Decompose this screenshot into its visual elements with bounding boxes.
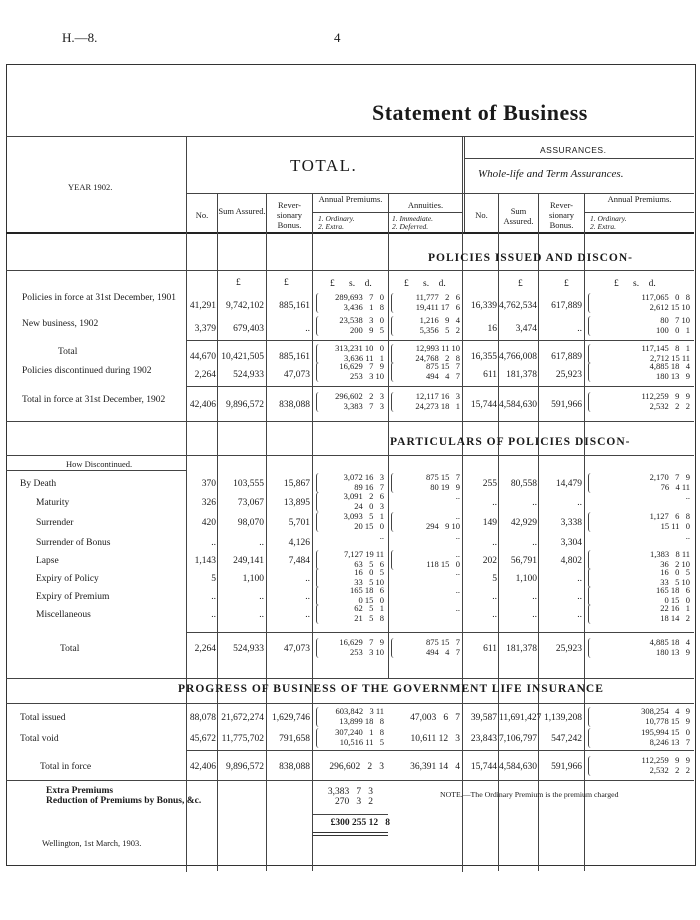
cell-aap2: 8,246 13 7 — [649, 737, 690, 747]
cell-aap1: 117,065 0 8 — [641, 292, 690, 302]
how-discontinued-label: How Discontinued. — [66, 459, 133, 469]
cell-aap1: 195,994 15 0 — [641, 727, 690, 737]
row-label: By Death — [20, 479, 57, 489]
cell-ap2: 253 3 10 — [350, 647, 384, 657]
cell-asum: 4,584,630 — [499, 762, 537, 772]
acol-ap-sub2: 2. Extra. — [590, 222, 617, 231]
cell-asum: 1,100 — [515, 574, 537, 584]
cell-aap1: 1,383 8 11 — [649, 549, 690, 559]
cell-ann2: 19,411 17 6 — [415, 302, 460, 312]
reduction-label: Reduction of Premiums by Bonus, &c. — [46, 796, 202, 806]
cell-sum: .. — [259, 538, 264, 548]
cell-ap2: 63 5 6 — [354, 559, 384, 569]
row-label: Policies in force at 31st December, 1901 — [22, 293, 176, 303]
cell-ap2: 33 5 10 — [354, 577, 384, 587]
cell-asum: 3,474 — [515, 324, 537, 334]
cell-sum: 9,742,102 — [226, 301, 264, 311]
cell-ap1: 296,602 2 3 — [335, 391, 384, 401]
cell-aap2: 2,712 15 11 — [649, 353, 690, 363]
acol-annual-premiums: Annual Premiums. — [607, 194, 672, 204]
cell-ap1: 307,240 1 8 — [335, 727, 384, 737]
extra-label: Extra Premiums — [46, 786, 114, 796]
col-ann-sub1: 1. Immediate. — [392, 214, 434, 223]
cell-ann1: .. — [455, 491, 460, 501]
cell-ap2: 21 5 8 — [354, 613, 384, 623]
cell-ap1: 313,231 10 0 — [335, 343, 384, 353]
cell-ano: 23,843 — [470, 734, 497, 744]
cell-arev: 547,242 — [551, 734, 582, 744]
cell-ann1: 875 15 7 — [426, 472, 460, 482]
row-label: Total — [60, 644, 80, 654]
row-label: Maturity — [36, 498, 70, 508]
row-label: Total void — [20, 734, 59, 744]
cell-ann2: 24,273 18 1 — [415, 401, 460, 411]
cell-ap2: 3,383 7 3 — [343, 401, 384, 411]
cell-rev: 838,088 — [279, 400, 310, 410]
section-particulars: PARTICULARS OF POLICIES DISCON- — [390, 436, 631, 448]
row-label: New business, 1902 — [22, 319, 99, 329]
cell-aap1: 112,259 9 9 — [641, 391, 690, 401]
cell-rev: 13,895 — [283, 498, 310, 508]
row-label: Surrender of Bonus — [36, 538, 111, 548]
cell-sum: 9,896,572 — [226, 762, 264, 772]
cell-arev: .. — [577, 324, 582, 334]
cell-ap2: 3,436 1 8 — [343, 302, 384, 312]
cell-ano: .. — [492, 592, 497, 602]
page-title: Statement of Business — [372, 100, 588, 125]
cell-ap2: 13,899 18 8 — [339, 716, 384, 726]
cell-asum: 56,791 — [510, 556, 537, 566]
cell-rev: 7,484 — [288, 556, 310, 566]
cell-ann: 10,611 12 3 — [410, 734, 460, 744]
cell-ann1: 875 15 7 — [426, 361, 460, 371]
cell-rev: 47,073 — [283, 370, 310, 380]
cell-ann1: .. — [455, 531, 460, 541]
col-sum: Sum Assured. — [218, 206, 266, 216]
cell-ano: .. — [492, 610, 497, 620]
cell-ap1: .. — [379, 531, 384, 541]
cell-aap1: 16 0 5 — [660, 567, 690, 577]
cell-arev: .. — [577, 592, 582, 602]
cell-no: 45,672 — [189, 734, 216, 744]
cell-ap2: 0 15 0 — [358, 595, 384, 605]
cell-ano: 149 — [482, 518, 497, 528]
cell-ano: 16,355 — [470, 352, 497, 362]
cell-arev: 3,338 — [560, 518, 582, 528]
cell-no: 44,670 — [189, 352, 216, 362]
unit-arev: £ — [564, 279, 569, 289]
section-progress: PROGRESS OF BUSINESS OF THE GOVERNMENT LIFE INSURANCE — [178, 683, 604, 695]
cell-sum: 73,067 — [237, 498, 264, 508]
cell-ano: .. — [492, 498, 497, 508]
row-label: Policies discontinued during 1902 — [22, 366, 152, 376]
footer-place-date: Wellington, 1st March, 1903. — [42, 838, 142, 848]
cell-rev: 885,161 — [279, 352, 310, 362]
cell-aap2: 10,778 15 9 — [645, 716, 690, 726]
cell-ano: 611 — [483, 644, 497, 654]
cell-rev: .. — [305, 574, 310, 584]
cell-aap2: 2,612 15 10 — [649, 302, 690, 312]
row-label: Surrender — [36, 518, 74, 528]
cell-sum: 9,896,572 — [226, 400, 264, 410]
unit-sum: £ — [236, 278, 241, 288]
cell-ap1: 3,091 2 6 — [343, 491, 384, 501]
col-rev: Rever-sionary Bonus. — [276, 200, 303, 230]
cell-arev: 591,966 — [551, 400, 582, 410]
cell-aap2: 76 4 11 — [660, 482, 690, 492]
acol-rev: Rever-sionary Bonus. — [548, 200, 575, 230]
cell-no: .. — [211, 592, 216, 602]
cell-rev: 885,161 — [279, 301, 310, 311]
cell-ap2: 24 0 3 — [354, 501, 384, 511]
cell-aap2: 2,532 2 2 — [649, 765, 690, 775]
cell-ap1: 23,538 3 0 — [339, 315, 384, 325]
cell-no: 5 — [211, 574, 216, 584]
year-label: YEAR 1902. — [68, 182, 113, 192]
grand-total: £300 255 12 8 — [330, 818, 390, 828]
row-label: Total — [58, 347, 78, 357]
cell-ano: 202 — [482, 556, 497, 566]
cell-rev: .. — [305, 324, 310, 334]
cell-aap2: 2,532 2 2 — [649, 401, 690, 411]
col-annuities: Annuities. — [407, 200, 444, 210]
cell-ano: 255 — [482, 479, 497, 489]
cell-no: 1,143 — [194, 556, 216, 566]
cell-aap2: 36 2 10 — [660, 559, 690, 569]
cell-aap2: 180 13 9 — [656, 371, 690, 381]
cell-asum: 7,106,797 — [499, 734, 537, 744]
cell-arev: .. — [577, 610, 582, 620]
cell-arev: 591,966 — [551, 762, 582, 772]
cell-ap1: 16 0 5 — [354, 567, 384, 577]
cell-ap: 296,602 2 3 — [329, 762, 384, 772]
cell-ap2: 89 16 7 — [354, 482, 384, 492]
assurances-heading: ASSURANCES. — [540, 145, 607, 155]
cell-arev: .. — [577, 498, 582, 508]
cell-no: 42,406 — [189, 762, 216, 772]
cell-rev: .. — [305, 592, 310, 602]
cell-no: .. — [211, 610, 216, 620]
cell-sum: .. — [259, 592, 264, 602]
cell-aap1: 112,259 9 9 — [641, 755, 690, 765]
cell-arev: 617,889 — [551, 352, 582, 362]
cell-sum: 21,672,274 — [221, 713, 264, 723]
cell-ann1: 12,993 11 10 — [415, 343, 460, 353]
cell-sum: 11,775,702 — [221, 734, 264, 744]
cell-aap1: 308,254 4 9 — [641, 706, 690, 716]
cell-asum: .. — [532, 610, 537, 620]
unit-rev: £ — [284, 278, 289, 288]
cell-arev: 25,923 — [555, 644, 582, 654]
cell-aap2: 180 13 9 — [656, 647, 690, 657]
cell-aap2: 100 0 1 — [656, 325, 690, 335]
cell-ann1: 875 15 7 — [426, 637, 460, 647]
section-policies-issued: POLICIES ISSUED AND DISCON- — [428, 252, 633, 264]
unit-ap: £ s. d. — [330, 279, 372, 289]
cell-ap1: 7,127 19 11 — [343, 549, 384, 559]
cell-asum: 181,378 — [506, 644, 537, 654]
cell-ap1: 165 18 6 — [350, 585, 384, 595]
unit-asum: £ — [518, 279, 523, 289]
row-label: Lapse — [36, 556, 59, 566]
cell-sum: 98,070 — [237, 518, 264, 528]
acol-ap-sub1: 1. Ordinary. — [590, 214, 627, 223]
cell-aap1: 165 18 6 — [656, 585, 690, 595]
cell-rev: 5,701 — [288, 518, 310, 528]
cell-aap2: 33 5 10 — [660, 577, 690, 587]
total-heading: TOTAL. — [290, 156, 358, 175]
cell-rev: 838,088 — [279, 762, 310, 772]
cell-sum: 679,403 — [233, 324, 264, 334]
cell-asum: 4,584,630 — [499, 400, 537, 410]
cell-sum: 524,933 — [233, 644, 264, 654]
cell-ann2: 80 19 9 — [430, 482, 460, 492]
cell-asum: 181,378 — [506, 370, 537, 380]
cell-asum: 80,558 — [510, 479, 537, 489]
cell-rev: 15,867 — [283, 479, 310, 489]
cell-ano: 39,587 — [470, 713, 497, 723]
cell-aap1: 4,885 18 4 — [649, 637, 690, 647]
cell-no: .. — [211, 538, 216, 548]
cell-aap2: 18 14 2 — [660, 613, 690, 623]
col-ap-sub2: 2. Extra. — [318, 222, 345, 231]
cell-aap1: 2,170 7 9 — [649, 472, 690, 482]
reduction-value: 270 3 2 — [335, 797, 373, 807]
cell-rev: 47,073 — [283, 644, 310, 654]
cell-no: 42,406 — [189, 400, 216, 410]
cell-aap1: 4,885 18 4 — [649, 361, 690, 371]
cell-aap1: 1,127 6 8 — [649, 511, 690, 521]
page-header-code: H.—8. — [62, 30, 98, 45]
cell-ap1: 289,693 7 0 — [335, 292, 384, 302]
cell-sum: 249,141 — [233, 556, 264, 566]
cell-ann2: 294 9 10 — [426, 521, 460, 531]
cell-ap2: 3,636 11 1 — [343, 353, 384, 363]
cell-ap1: 16,629 7 9 — [339, 361, 384, 371]
cell-no: 3,379 — [194, 324, 216, 334]
cell-ap2: 20 15 0 — [354, 521, 384, 531]
cell-sum: 103,555 — [233, 479, 264, 489]
cell-ap1: 62 5 1 — [354, 603, 384, 613]
cell-arev: 14,479 — [555, 479, 582, 489]
cell-aap2: 15 11 0 — [660, 521, 690, 531]
cell-rev: .. — [305, 610, 310, 620]
cell-ano: 611 — [483, 370, 497, 380]
cell-ap1: 3,072 16 3 — [343, 472, 384, 482]
row-label: Miscellaneous — [36, 610, 91, 620]
cell-ann1: .. — [455, 603, 460, 613]
cell-sum: 524,933 — [233, 370, 264, 380]
cell-aap1: .. — [685, 491, 690, 501]
cell-ano: .. — [492, 538, 497, 548]
cell-arev: 4,802 — [560, 556, 582, 566]
cell-ano: 15,744 — [470, 400, 497, 410]
cell-ap1: 16,629 7 9 — [339, 637, 384, 647]
cell-aap1: 80 7 10 — [660, 315, 690, 325]
cell-sum: .. — [259, 610, 264, 620]
cell-no: 420 — [201, 518, 216, 528]
cell-no: 370 — [201, 479, 216, 489]
cell-ann1: 1,216 9 4 — [419, 315, 460, 325]
cell-sum: 1,100 — [242, 574, 264, 584]
cell-aap1: 117,145 8 1 — [641, 343, 690, 353]
cell-ap2: 10,516 11 5 — [339, 737, 384, 747]
cell-asum: 4,762,534 — [499, 301, 537, 311]
cell-arev: 1,139,208 — [544, 713, 582, 723]
extra-value: 3,383 7 3 — [327, 787, 373, 797]
row-label: Expiry of Premium — [36, 592, 110, 602]
col-no: No. — [195, 210, 209, 220]
cell-ano: 15,744 — [470, 762, 497, 772]
row-label: Total in force — [40, 762, 92, 772]
wholelife-heading: Whole-life and Term Assurances. — [478, 168, 624, 180]
cell-no: 2,264 — [194, 644, 216, 654]
cell-aap2: 0 15 0 — [664, 595, 690, 605]
cell-asum: .. — [532, 592, 537, 602]
col-annual-premiums: Annual Premiums. — [318, 194, 383, 204]
cell-ann1: .. — [455, 511, 460, 521]
cell-no: 41,291 — [189, 301, 216, 311]
cell-ann1: .. — [455, 585, 460, 595]
cell-asum: .. — [532, 498, 537, 508]
cell-ano: 16 — [487, 324, 497, 334]
cell-ann1: 11,777 2 6 — [415, 292, 460, 302]
cell-ann1: .. — [455, 567, 460, 577]
cell-rev: 4,126 — [288, 538, 310, 548]
cell-ann2: 24,768 2 8 — [415, 353, 460, 363]
col-ann-sub2: 2. Deferred. — [392, 222, 429, 231]
row-label: Expiry of Policy — [36, 574, 99, 584]
cell-asum: 11,691,427 — [499, 713, 542, 723]
cell-sum: 10,421,505 — [221, 352, 264, 362]
col-ap-sub1: 1. Ordinary. — [318, 214, 355, 223]
note: NOTE.—The Ordinary Premium is the premium charged — [440, 790, 619, 799]
cell-arev: 617,889 — [551, 301, 582, 311]
cell-ann2: 118 15 0 — [426, 559, 460, 569]
cell-ap1: 603,842 3 11 — [335, 706, 384, 716]
cell-asum: 4,766,008 — [499, 352, 537, 362]
cell-asum: 42,929 — [510, 518, 537, 528]
cell-ano: 5 — [492, 574, 497, 584]
cell-ann2: 494 4 7 — [426, 647, 460, 657]
cell-no: 88,078 — [189, 713, 216, 723]
row-label: Total issued — [20, 713, 66, 723]
cell-rev: 1,629,746 — [272, 713, 310, 723]
cell-aap1: 22 16 1 — [660, 603, 690, 613]
unit-ann: £ s. d. — [404, 279, 446, 289]
cell-asum: .. — [532, 538, 537, 548]
cell-aap1: .. — [685, 531, 690, 541]
cell-ann: 47,003 6 7 — [410, 713, 460, 723]
cell-arev: 25,923 — [555, 370, 582, 380]
page-number: 4 — [334, 30, 341, 45]
cell-arev: 3,304 — [560, 538, 582, 548]
cell-arev: .. — [577, 574, 582, 584]
cell-no: 2,264 — [194, 370, 216, 380]
cell-no: 326 — [201, 498, 216, 508]
cell-rev: 791,658 — [279, 734, 310, 744]
cell-ann2: 494 4 7 — [426, 371, 460, 381]
cell-ano: 16,339 — [470, 301, 497, 311]
acol-no: No. — [475, 210, 488, 220]
cell-ap2: 253 3 10 — [350, 371, 384, 381]
acol-sum: Sum Assured. — [503, 206, 534, 226]
cell-ap1: 3,093 5 1 — [343, 511, 384, 521]
cell-ap2: 200 9 5 — [350, 325, 384, 335]
cell-ann2: 5,356 5 2 — [419, 325, 460, 335]
cell-ann: 36,391 14 4 — [410, 762, 460, 772]
cell-ann1: 12,117 16 3 — [415, 391, 460, 401]
unit-aap: £ s. d. — [614, 279, 656, 289]
cell-ann1: .. — [455, 549, 460, 559]
row-label: Total in force at 31st December, 1902 — [22, 395, 166, 405]
